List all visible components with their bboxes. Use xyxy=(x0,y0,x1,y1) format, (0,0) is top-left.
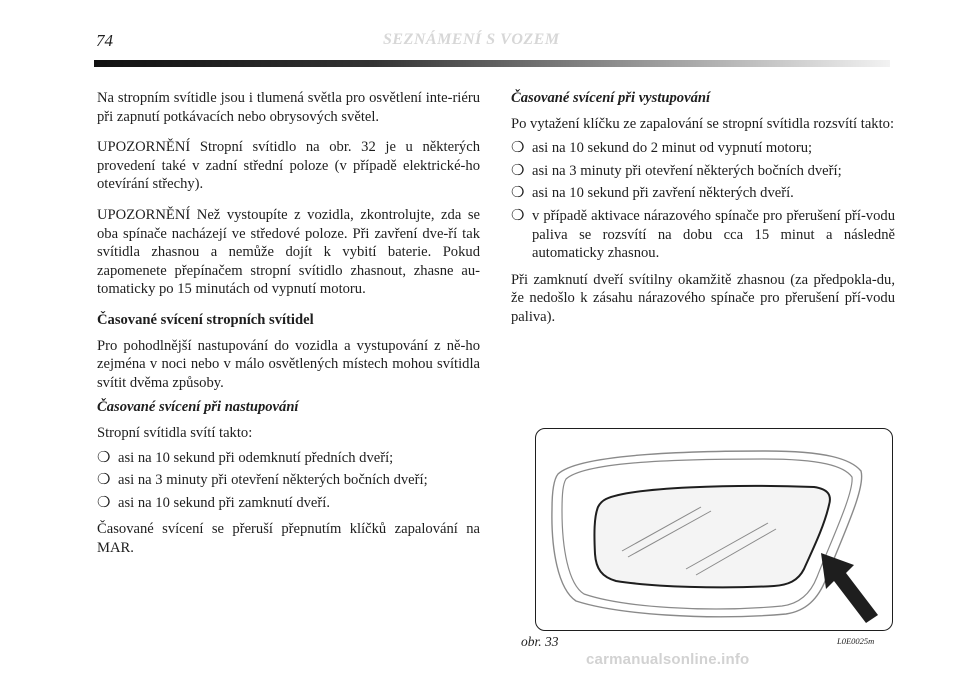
bullet-icon: ❍ xyxy=(511,162,525,179)
header-rule xyxy=(94,60,890,67)
paragraph: Na stropním svítidle jsou i tlumená světla pro osvětlení inte-riéru při zapnutí potkávacích nebo obrysových světel. xyxy=(97,90,480,125)
paragraph: Stropní svítidla svítí takto: xyxy=(97,424,253,441)
bullet-list xyxy=(511,139,895,263)
paragraph: Časované svícení se přeruší přepnutím klíčků zapalování na MAR. xyxy=(97,521,480,556)
watermark: carmanualsonline.info xyxy=(586,651,750,668)
list-item xyxy=(511,207,895,263)
list-item-text: asi na 10 sekund do 2 minut od vypnutí motoru; xyxy=(532,140,813,157)
page-number: 74 xyxy=(96,31,113,50)
warning-paragraph: UPOZORNĚNÍ Stropní svítidlo na obr. 32 je u některých provedení také v zadní střední poloze (v případě elektrické-ho otevírání střechy). xyxy=(97,139,480,193)
figure-frame xyxy=(535,428,893,631)
ceiling-light-icon xyxy=(536,429,892,630)
list-item xyxy=(97,471,480,490)
list-item-text: asi na 3 minuty při otevření některých bočních dveří; xyxy=(532,162,842,179)
warning-paragraph: UPOZORNĚNÍ Než vystoupíte z vozidla, zkontrolujte, zda se oba spínače nacházejí ve středové poloze. Při zavření dve-ří tak svítidla zhasnou a nemůže dojít k vybití baterie. Pokud zapomenete přepínačem stropní svítidlo zhasnout, zhasne au-tomaticky po 15 minutách od vypnutí motoru. xyxy=(97,206,480,298)
subsection-heading: Časované svícení při vystupování xyxy=(511,90,711,106)
bullet-icon: ❍ xyxy=(511,140,525,157)
list-item-text: asi na 10 sekund při zavření některých dveří. xyxy=(532,185,794,202)
right-column xyxy=(511,89,895,339)
figure-code: L0E0025m xyxy=(837,636,875,646)
section-heading: Časované svícení stropních svítidel xyxy=(97,311,314,328)
figure-caption: obr. 33 xyxy=(521,634,559,649)
bullet-icon: ❍ xyxy=(97,472,111,489)
bullet-list xyxy=(97,449,480,513)
paragraph: Pro pohodlnější nastupování do vozidla a vystupování z ně-ho zejména v noci nebo v málo osvětlených místech mohou svítidla svítit dvěma způsoby. xyxy=(97,337,480,391)
list-item-text: asi na 10 sekund při zamknutí dveří. xyxy=(118,494,330,511)
list-item xyxy=(511,139,895,158)
bullet-icon: ❍ xyxy=(97,494,111,511)
paragraph: Při zamknutí dveří svítilny okamžitě zhasnou (za předpokla-du, že nedošlo k zásahu nárazového spínače pro přerušení pří-vodu paliva). xyxy=(511,271,895,325)
list-item xyxy=(511,184,895,203)
bullet-icon: ❍ xyxy=(511,207,525,224)
list-item xyxy=(97,449,480,468)
list-item-text: asi na 10 sekund při odemknutí předních dveří; xyxy=(118,449,394,466)
list-item-text: asi na 3 minuty při otevření některých bočních dveří; xyxy=(118,472,428,489)
left-column xyxy=(97,89,480,569)
list-item xyxy=(511,162,895,181)
section-title: SEZNÁMENÍ S VOZEM xyxy=(383,31,560,48)
subsection-heading: Časované svícení při nastupování xyxy=(97,399,299,416)
list-item xyxy=(97,494,480,513)
paragraph: Po vytažení klíčku ze zapalování se stropní svítidla rozsvítí takto: xyxy=(511,115,894,132)
list-item-text: v případě aktivace nárazového spínače pro přerušení pří-vodu paliva se rozsvítí na dobu cca 15 minut a následně automaticky zhasnou. xyxy=(532,207,895,262)
bullet-icon: ❍ xyxy=(97,449,111,466)
bullet-icon: ❍ xyxy=(511,185,525,202)
